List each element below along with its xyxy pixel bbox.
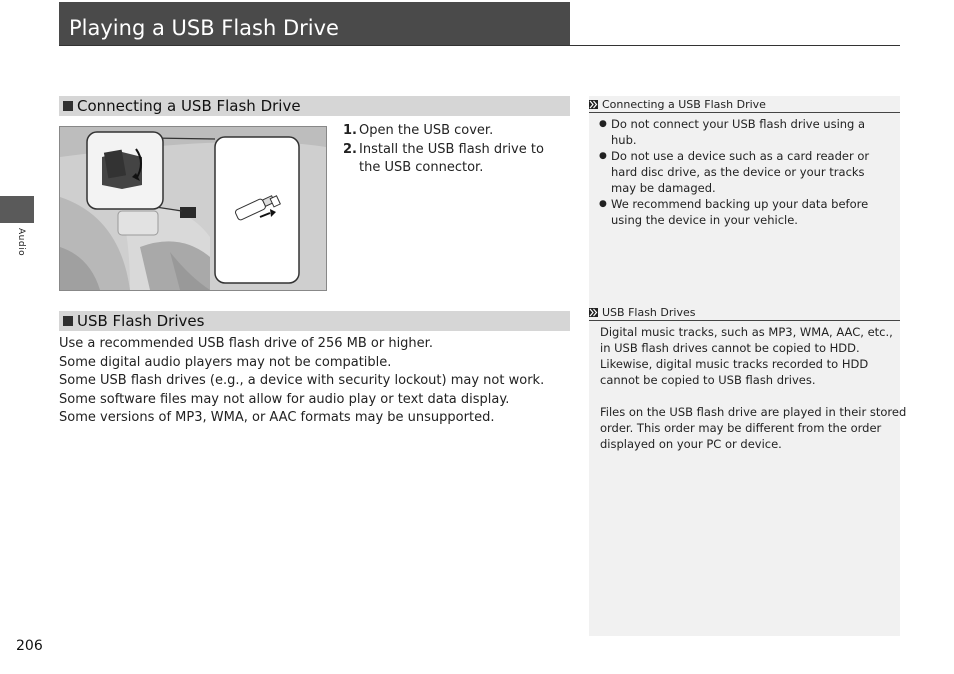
note-line: displayed on your PC or device. xyxy=(600,437,782,451)
body-line: Some digital audio players may not be compatible. xyxy=(59,354,392,370)
usb-drives-body xyxy=(59,335,574,428)
bullet-text: Do not use a device such as a card reader or hard disc drive, as the device or your tracks may be damaged. xyxy=(611,149,870,195)
section-header-connecting xyxy=(59,96,570,116)
bullet-icon: ● xyxy=(599,151,607,161)
page-title: Playing a USB Flash Drive xyxy=(69,16,339,40)
note-body xyxy=(589,113,900,228)
bullet-text: We recommend backing up your data before using the device in your vehicle. xyxy=(611,197,869,227)
step-text: Install the USB flash drive to the USB connector. xyxy=(359,141,544,175)
section-title: Connecting a USB Flash Drive xyxy=(77,97,301,115)
section-title: USB Flash Drives xyxy=(77,312,205,330)
note-panel-usb-drives xyxy=(589,304,907,636)
usb-illustration xyxy=(59,126,327,291)
note-line: Files on the USB flash drive are played in their stored xyxy=(600,405,907,419)
page-number: 206 xyxy=(16,638,43,654)
note-bullet xyxy=(599,196,892,228)
side-tab-label: Audio xyxy=(16,228,26,257)
section-header-usb-drives xyxy=(59,311,570,331)
body-line: Some versions of MP3, WMA, or AAC formats may be unsupported. xyxy=(59,410,495,426)
section-marker-icon xyxy=(63,316,73,326)
bullet-icon: ● xyxy=(599,199,607,209)
title-divider xyxy=(59,45,900,46)
step-text: Open the USB cover. xyxy=(359,123,494,138)
reference-arrow-icon xyxy=(589,100,598,109)
console-usb-image xyxy=(60,127,326,290)
reference-arrow-icon xyxy=(589,308,598,317)
step-number: 1. xyxy=(343,123,357,138)
note-header[interactable] xyxy=(589,304,900,321)
section-marker-icon xyxy=(63,101,73,111)
side-tab[interactable] xyxy=(0,196,34,223)
note-line: in USB flash drives cannot be copied to HDD. xyxy=(600,341,860,355)
note-header[interactable] xyxy=(589,96,900,113)
note-line: cannot be copied to USB flash drives. xyxy=(600,373,816,387)
note-title: USB Flash Drives xyxy=(602,305,696,319)
step-item xyxy=(343,141,568,178)
note-body xyxy=(589,321,907,452)
note-bullet xyxy=(599,116,892,148)
paragraph-gap xyxy=(600,388,890,404)
bullet-icon: ● xyxy=(599,119,607,129)
note-line: Digital music tracks, such as MP3, WMA, AAC, etc., xyxy=(600,325,893,339)
note-line: order. This order may be different from the order xyxy=(600,421,882,435)
body-line: Some software files may not allow for audio play or text data display. xyxy=(59,391,510,407)
note-bullet xyxy=(599,148,892,196)
note-panel-connecting xyxy=(589,96,900,311)
note-title: Connecting a USB Flash Drive xyxy=(602,97,766,111)
step-number: 2. xyxy=(343,141,357,157)
body-line: Some USB flash drives (e.g., a device with security lockout) may not work. xyxy=(59,373,545,389)
body-line: Use a recommended USB flash drive of 256 MB or higher. xyxy=(59,336,433,351)
steps-list xyxy=(343,122,568,178)
note-line: Likewise, digital music tracks recorded to HDD xyxy=(600,357,869,371)
step-item xyxy=(343,122,568,141)
bullet-text: Do not connect your USB flash drive using a hub. xyxy=(611,117,866,147)
